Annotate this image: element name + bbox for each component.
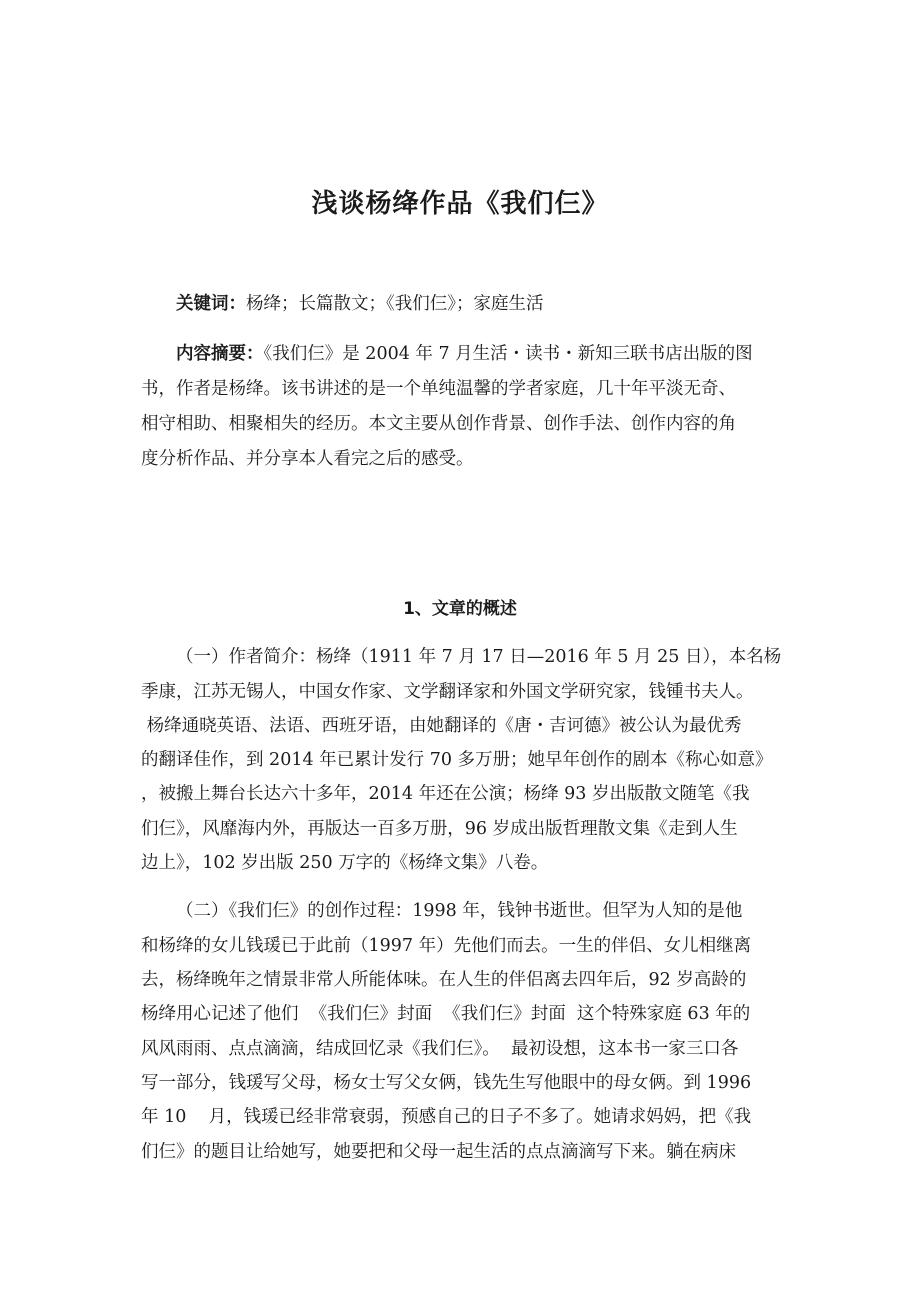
para2-line: 风风雨雨、点点滴滴，结成回忆录《我们仨》。 最初设想，这本书一家三口各: [141, 1039, 739, 1059]
abstract-line-4: 度分析作品、并分享本人看完之后的感受。: [141, 449, 474, 469]
abstract-line-3: 相守相助、相聚相失的经历。本文主要从创作背景、创作手法、创作内容的角: [141, 414, 736, 434]
para2-line: 写一部分，钱瑗写父母，杨女士写父女俩，钱先生写他眼中的母女俩。到 1996: [141, 1073, 752, 1093]
document-title: 浅谈杨绛作品《我们仨》: [311, 189, 609, 219]
section-heading: 1、文章的概述: [403, 599, 517, 619]
para2-line: 去，杨绛晚年之情景非常人所能体味。在人生的伴侣离去四年后，92 岁高龄的: [141, 970, 747, 990]
para1-line: 的翻译佳作，到 2014 年已累计发行 70 多万册；她早年创作的剧本《称心如意》: [141, 750, 773, 770]
para2-line: 们仨》的题目让给她写，她要把和父母一起生活的点点滴滴写下来。躺在病床: [141, 1142, 736, 1162]
abstract-label: 内容摘要：: [176, 344, 264, 364]
para2-line: 年 10 月，钱瑗已经非常衰弱，预感自己的日子不多了。她请求妈妈，把《我: [141, 1107, 752, 1127]
keywords-label: 关键词：: [176, 294, 246, 314]
para2-line: 和杨绛的女儿钱瑗已于此前（1997 年）先他们而去。一生的伴侣、女儿相继离: [141, 936, 752, 956]
abstract-line-1: [176, 342, 753, 366]
keywords-text: 杨绛；长篇散文；《我们仨》；家庭生活: [246, 294, 544, 314]
para2-line: （二）《我们仨》的创作过程：1998 年，钱钟书逝世。但罕为人知的是他: [176, 901, 743, 921]
keywords-line: [176, 292, 544, 316]
para1-line: 杨绛通晓英语、法语、西班牙语，由她翻译的《唐・吉诃德》被公认为最优秀: [141, 716, 742, 736]
para1-line: （一）作者简介：杨绛（1911 年 7 月 17 日—2016 年 5 月 25 日），本名杨: [176, 647, 782, 667]
para1-line: 季康，江苏无锡人，中国女作家、文学翻译家和外国文学研究家，钱锺书夫人。: [141, 682, 754, 702]
para1-line: ，被搬上舞台长达六十多年，2014 年还在公演；杨绛 93 岁出版散文随笔《我: [141, 784, 750, 804]
para1-line: 边上》，102 岁出版 250 万字的《杨绛文集》八卷。: [141, 853, 549, 873]
abstract-line-2: 书，作者是杨绛。该书讲述的是一个单纯温馨的学者家庭，几十年平淡无奇、: [141, 379, 736, 399]
abstract-text: 《我们仨》是 2004 年 7 月生活・读书・新知三联书店出版的图: [263, 344, 753, 364]
para2-line: 杨绛用心记述了他们 《我们仨》封面 《我们仨》封面 这个特殊家庭 63 年的: [141, 1004, 751, 1024]
para1-line: 们仨》，风靡海内外，再版达一百多万册，96 岁成出版哲理散文集《走到人生: [141, 819, 738, 839]
